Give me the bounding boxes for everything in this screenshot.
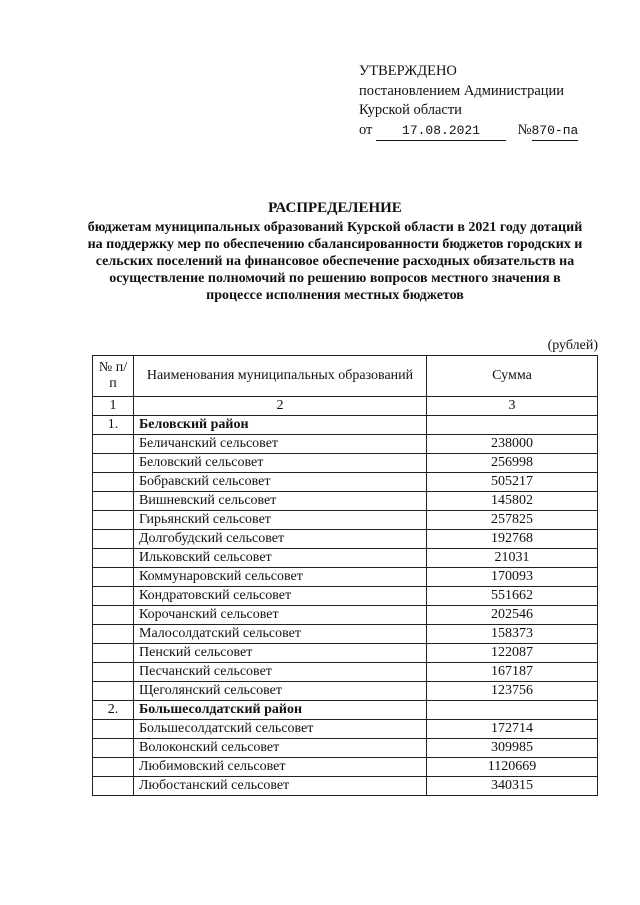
row-name: Кондратовский сельсовет [134, 587, 427, 606]
column-numbers-row [93, 397, 598, 416]
row-sum: 551662 [427, 587, 598, 606]
table-row [93, 682, 598, 701]
row-name: Любимовский сельсовет [134, 758, 427, 777]
table-row [93, 606, 598, 625]
row-sum: 309985 [427, 739, 598, 758]
row-name: Беличанский сельсовет [134, 435, 427, 454]
row-sum: 170093 [427, 568, 598, 587]
row-sum: 21031 [427, 549, 598, 568]
document-title [80, 200, 590, 304]
col-number: 2 [134, 397, 427, 416]
row-number [93, 473, 134, 492]
row-number [93, 492, 134, 511]
district-row [93, 416, 598, 435]
row-sum: 1120669 [427, 758, 598, 777]
table-row [93, 625, 598, 644]
row-name: Щеголянский сельсовет [134, 682, 427, 701]
approval-number: 870-па [532, 121, 579, 142]
table-row [93, 454, 598, 473]
row-name: Вишневский сельсовет [134, 492, 427, 511]
row-name: Беловский район [134, 416, 427, 435]
approval-line: Курской области [359, 102, 462, 118]
row-number: 2. [93, 701, 134, 720]
row-number [93, 720, 134, 739]
number-prefix: № [517, 121, 532, 138]
row-number [93, 549, 134, 568]
date-prefix: от [359, 121, 373, 138]
row-sum: 202546 [427, 606, 598, 625]
table-row [93, 492, 598, 511]
row-number [93, 625, 134, 644]
approval-date-line [359, 121, 578, 142]
col-number: 1 [93, 397, 134, 416]
table-row [93, 720, 598, 739]
row-number [93, 568, 134, 587]
row-sum: 158373 [427, 625, 598, 644]
row-name: Гирьянский сельсовет [134, 511, 427, 530]
row-number [93, 663, 134, 682]
row-name: Ильковский сельсовет [134, 549, 427, 568]
row-sum: 340315 [427, 777, 598, 796]
row-sum: 145802 [427, 492, 598, 511]
row-name: Корочанский сельсовет [134, 606, 427, 625]
approval-block [359, 62, 578, 141]
row-sum: 172714 [427, 720, 598, 739]
row-name: Большесолдатский район [134, 701, 427, 720]
header-name: Наименования муниципальных образований [134, 356, 427, 397]
district-row [93, 701, 598, 720]
row-sum: 505217 [427, 473, 598, 492]
row-sum: 122087 [427, 644, 598, 663]
table-row [93, 568, 598, 587]
table-row [93, 473, 598, 492]
table-row [93, 587, 598, 606]
currency-unit: (рублей) [547, 338, 598, 353]
table-row [93, 758, 598, 777]
table-row [93, 739, 598, 758]
row-name: Беловский сельсовет [134, 454, 427, 473]
table-row [93, 644, 598, 663]
header-number: № п/п [93, 356, 134, 397]
row-name: Бобравский сельсовет [134, 473, 427, 492]
approval-heading: УТВЕРЖДЕНО [359, 63, 457, 79]
row-sum [427, 416, 598, 435]
row-number [93, 777, 134, 796]
approval-date: 17.08.2021 [376, 121, 506, 142]
row-number [93, 739, 134, 758]
row-number [93, 606, 134, 625]
table-row [93, 777, 598, 796]
header-sum: Сумма [427, 356, 598, 397]
title-subtitle: бюджетам муниципальных образований Курской области в 2021 году дотаций на поддержку мер по обеспечению сбалансированности бюджетов городских и сельских поселений на финансовое обеспечение расходных обязательств на осуществление полномочий по решению вопросов местного значения в процессе исполнения местных бюджетов [87, 220, 583, 303]
row-number [93, 454, 134, 473]
approval-line: постановлением Администрации [359, 82, 565, 99]
row-sum: 238000 [427, 435, 598, 454]
table-row [93, 530, 598, 549]
row-name: Коммунаровский сельсовет [134, 568, 427, 587]
row-name: Волоконский сельсовет [134, 739, 427, 758]
row-name: Любостанский сельсовет [134, 777, 427, 796]
row-sum: 257825 [427, 511, 598, 530]
row-name: Долгобудский сельсовет [134, 530, 427, 549]
row-sum: 123756 [427, 682, 598, 701]
table-row [93, 435, 598, 454]
row-number: 1. [93, 416, 134, 435]
col-number: 3 [427, 397, 598, 416]
table-row [93, 511, 598, 530]
row-number [93, 758, 134, 777]
row-name: Песчанский сельсовет [134, 663, 427, 682]
row-number [93, 644, 134, 663]
table-header [93, 356, 598, 397]
row-name: Большесолдатский сельсовет [134, 720, 427, 739]
row-name: Пенский сельсовет [134, 644, 427, 663]
table-row [93, 549, 598, 568]
row-sum [427, 701, 598, 720]
row-number [93, 682, 134, 701]
row-number [93, 511, 134, 530]
table-row [93, 663, 598, 682]
distribution-table [92, 355, 598, 796]
row-number [93, 587, 134, 606]
row-number [93, 435, 134, 454]
row-number [93, 530, 134, 549]
title-heading: РАСПРЕДЕЛЕНИЕ [268, 200, 402, 216]
row-sum: 256998 [427, 454, 598, 473]
row-sum: 167187 [427, 663, 598, 682]
row-sum: 192768 [427, 530, 598, 549]
row-name: Малосолдатский сельсовет [134, 625, 427, 644]
